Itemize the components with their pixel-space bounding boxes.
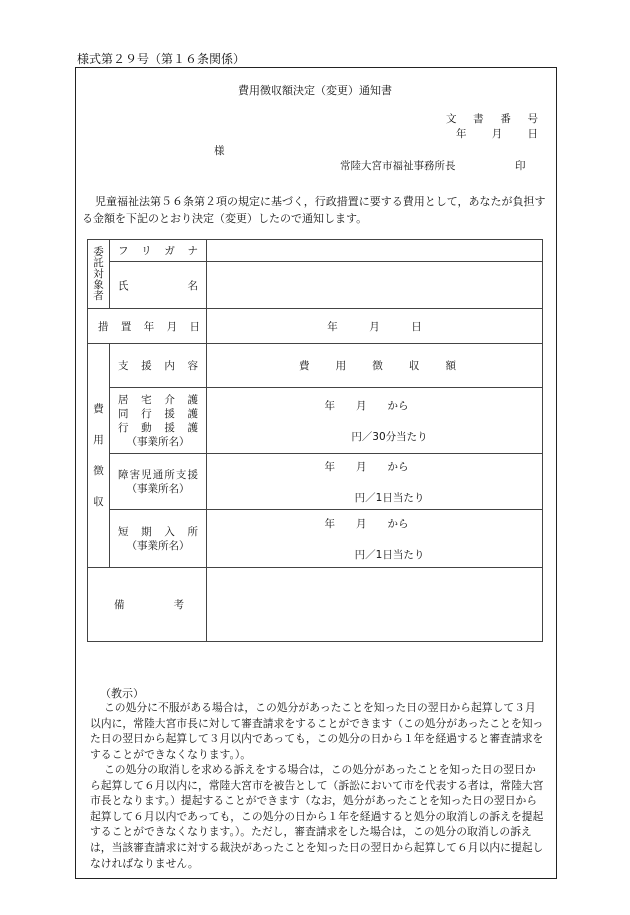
issue-date-label: 年 月 日 xyxy=(456,128,538,140)
service-name: 短 期 入 所 xyxy=(118,525,198,538)
measure-date-label: 措 置 年 月 日 xyxy=(88,309,207,344)
service-name: 同 行 援 護 xyxy=(118,407,198,420)
start-month: 年 月 から xyxy=(324,399,409,412)
notice-paragraph-1: この処分に不服がある場合は，この処分があったことを知った日の翌日から起算して３月以内に，常陸大宮市長に対して審査請求をすることができます（この処分があったことを知った日の翌日から起算して３月以内であっても，この処分の日から１年を経過すると審査請求をすることができなくなります。）。 xyxy=(90,701,544,761)
service-name: 行 動 援 護 xyxy=(118,421,198,434)
rate-unit: 円／1日当たり xyxy=(354,491,425,504)
service-name: 居 宅 介 護 xyxy=(118,393,198,406)
seal-mark: 印 xyxy=(515,160,526,172)
fee-value[interactable] xyxy=(207,454,543,510)
form-number: 様式第２９号（第１６条関係） xyxy=(77,52,246,66)
office-name-label: （事業所名） xyxy=(126,435,190,448)
document-number-label: 文 書 番 号 xyxy=(446,113,538,125)
addressee-suffix: 様 xyxy=(214,145,225,157)
fee-value[interactable] xyxy=(207,388,543,454)
office-name-label: （事業所名） xyxy=(126,482,190,495)
service-label xyxy=(110,388,207,454)
rate-unit: 円／30分当たり xyxy=(351,430,428,443)
fee-row xyxy=(88,388,543,454)
fee-header: 費 用 徴 収 xyxy=(88,344,110,568)
remarks-field[interactable] xyxy=(207,568,543,642)
intro-text: 児童福祉法第５６条第２項の規定に基づく，行政措置に要する費用として，あなたが負担する金額を下記のとおり決定（変更）したので通知します。 xyxy=(82,195,546,225)
measure-date-value: 年 月 日 xyxy=(207,309,543,344)
issuer-name: 常陸大宮市福祉事務所長 xyxy=(340,160,456,172)
fee-value[interactable] xyxy=(207,510,543,568)
furigana-field[interactable] xyxy=(207,240,543,262)
start-month: 年 月 から xyxy=(324,517,409,530)
support-content-label: 支 援 内 容 xyxy=(110,344,207,388)
document-title: 費用徴収額決定（変更）通知書 xyxy=(238,84,392,97)
rate-unit: 円／1日当たり xyxy=(354,548,425,561)
fee-amount-label: 費 用 徴 収 額 xyxy=(207,344,543,388)
remarks-label: 備 考 xyxy=(88,568,207,642)
start-month: 年 月 から xyxy=(324,460,409,473)
fee-table xyxy=(87,239,543,642)
name-field[interactable] xyxy=(207,262,543,309)
fee-row xyxy=(88,454,543,510)
furigana-label: フ リ ガ ナ xyxy=(110,240,207,262)
notice-title: （教示） xyxy=(100,687,144,700)
notice-paragraph-2: この処分の取消しを求める訴えをする場合は，この処分があったことを知った日の翌日から起算して６月以内に，常陸大宮市を被告として（訴訟において市を代表する者は，常陸大宮市長となります。）提起することができます（なお，処分があったことを知った日の翌日から起算して６月以内であっても，この処分の日から１年を経過すると処分の取消しの訴えを提起することができなくなります。）。ただし，審査請求をした場合は，この処分の取消しの訴えは，当該審査請求に対する裁決があったことを知った日の翌日から起算して６月以内に提起しなければなりません。 xyxy=(90,763,544,870)
service-name: 障 害 児 通 所 支 援 xyxy=(118,468,198,481)
office-name-label: （事業所名） xyxy=(126,539,190,552)
subject-header: 委 託 対 象 者 xyxy=(88,240,110,309)
fee-row xyxy=(88,510,543,568)
name-label: 氏 名 xyxy=(110,262,207,309)
